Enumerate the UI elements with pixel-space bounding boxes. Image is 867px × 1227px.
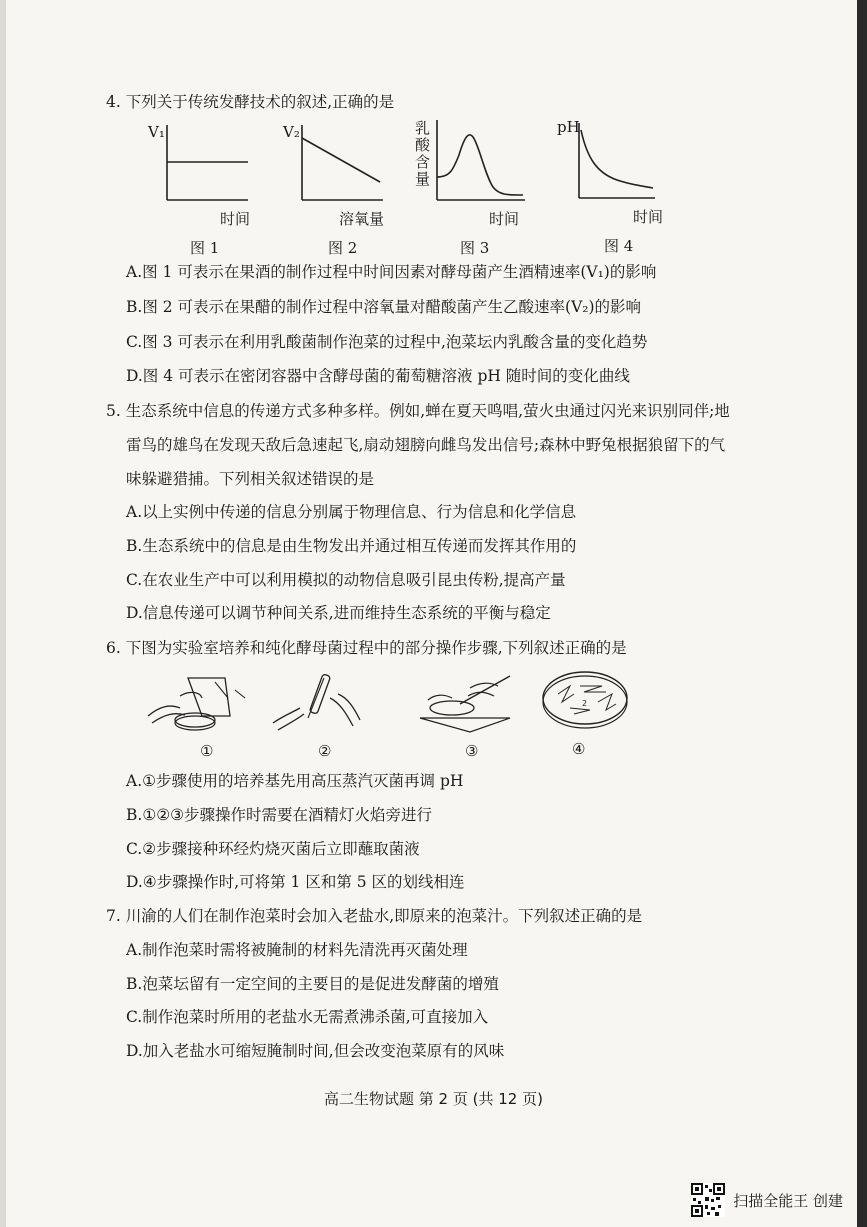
page-footer: 高二生物试题 第 2 页 (共 12 页) (324, 1090, 543, 1108)
svg-text:2: 2 (582, 699, 588, 708)
graph-4-xlabel: 时间 (633, 208, 664, 226)
graph-3-xlabel: 时间 (489, 210, 520, 228)
q4-title: 4. 下列关于传统发酵技术的叙述,正确的是 (106, 93, 395, 111)
graph-4-ylabel: pH (557, 118, 580, 136)
graph-2-curve (302, 138, 380, 182)
graph-4-curve (581, 130, 653, 188)
q5-option-b: B.生态系统中的信息是由生物发出并通过相互传递而发挥其作用的 (126, 537, 577, 555)
q6-option-b: B.①②③步骤操作时需要在酒精灯火焰旁进行 (126, 806, 433, 824)
graph-2-xlabel: 溶氧量 (339, 210, 385, 228)
scanner-watermark-text: 扫描全能王 创建 (733, 1191, 843, 1210)
q7-option-d: D.加入老盐水可缩短腌制时间,但会改变泡菜原有的风味 (126, 1042, 505, 1060)
graph-2-ylabel: V₂ (283, 123, 300, 141)
pouring-medium-icon (140, 668, 250, 738)
graph-1 (148, 120, 260, 228)
q7-option-b: B.泡菜坛留有一定空间的主要目的是促进发酵菌的增殖 (126, 975, 499, 993)
graph-3-ylabel: 乳酸含量 (415, 119, 431, 188)
qr-code-icon (691, 1183, 725, 1217)
scanner-watermark (691, 1183, 843, 1217)
step-1-illustration (140, 668, 250, 742)
step-3-label: ③ (465, 742, 479, 760)
graph-4 (557, 118, 667, 226)
step-4-label: ④ (572, 740, 586, 758)
scan-edge-right (857, 0, 867, 1227)
step-2-illustration (268, 668, 368, 742)
q7-option-a: A.制作泡菜时需将被腌制的材料先清洗再灭菌处理 (126, 941, 468, 959)
graph-4-caption: 图 4 (604, 237, 634, 255)
q7-option-c: C.制作泡菜时所用的老盐水无需煮沸杀菌,可直接加入 (126, 1008, 489, 1026)
graph-1-xlabel: 时间 (220, 210, 251, 228)
q4-option-d: D.图 4 可表示在密闭容器中含酵母菌的葡萄糖溶液 pH 随时间的变化曲线 (126, 367, 630, 385)
q7-title: 7. 川渝的人们在制作泡菜时会加入老盐水,即原来的泡菜汁。下列叙述正确的是 (106, 907, 643, 925)
inoculation-loop-icon (268, 668, 368, 738)
q4-option-c: C.图 3 可表示在利用乳酸菌制作泡菜的过程中,泡菜坛内乳酸含量的变化趋势 (126, 333, 648, 351)
step-4-illustration (540, 664, 630, 738)
graph-3-caption: 图 3 (460, 239, 490, 257)
petri-dish-icon (540, 664, 630, 734)
graph-1-ylabel: V₁ (148, 123, 165, 141)
streaking-plate-icon (410, 668, 520, 738)
q5-stem-line-1: 5. 生态系统中信息的传递方式多种多样。例如,蝉在夏天鸣唱,萤火虫通过闪光来识别同伴;地 (106, 402, 730, 420)
graph-1-caption: 图 1 (190, 239, 220, 257)
graph-2-caption: 图 2 (328, 239, 358, 257)
graph-2 (283, 120, 395, 228)
graph-1-plot (150, 120, 260, 215)
step-2-label: ② (318, 742, 332, 760)
q6-option-c: C.②步骤接种环经灼烧灭菌后立即蘸取菌液 (126, 840, 420, 858)
q4-option-a: A.图 1 可表示在果酒的制作过程中时间因素对酵母菌产生酒精速率(V₁)的影响 (126, 263, 657, 281)
q5-stem-line-2: 雷鸟的雄鸟在发现天敌后急速起飞,扇动翅膀向雌鸟发出信号;森林中野兔根据狼留下的气 (126, 436, 726, 454)
q6-title: 6. 下图为实验室培养和纯化酵母菌过程中的部分操作步骤,下列叙述正确的是 (106, 639, 627, 657)
step-1-label: ① (200, 742, 214, 760)
graph-2-plot (285, 120, 395, 215)
graph-3-curve (437, 135, 523, 195)
q5-option-d: D.信息传递可以调节种间关系,进而维持生态系统的平衡与稳定 (126, 604, 551, 622)
q6-option-a: A.①步骤使用的培养基先用高压蒸汽灭菌再调 pH (126, 772, 464, 790)
step-3-illustration (410, 668, 520, 742)
graph-3 (415, 115, 530, 228)
q6-option-d: D.④步骤操作时,可将第 1 区和第 5 区的划线相连 (126, 873, 465, 891)
q5-option-c: C.在农业生产中可以利用模拟的动物信息吸引昆虫传粉,提高产量 (126, 571, 566, 589)
q5-stem-line-3: 味躲避猎捕。下列相关叙述错误的是 (126, 470, 375, 488)
q4-option-b: B.图 2 可表示在果醋的制作过程中溶氧量对醋酸菌产生乙酸速率(V₂)的影响 (126, 298, 642, 316)
scan-edge-left (0, 0, 6, 1227)
q5-option-a: A.以上实例中传递的信息分别属于物理信息、行为信息和化学信息 (126, 503, 577, 521)
